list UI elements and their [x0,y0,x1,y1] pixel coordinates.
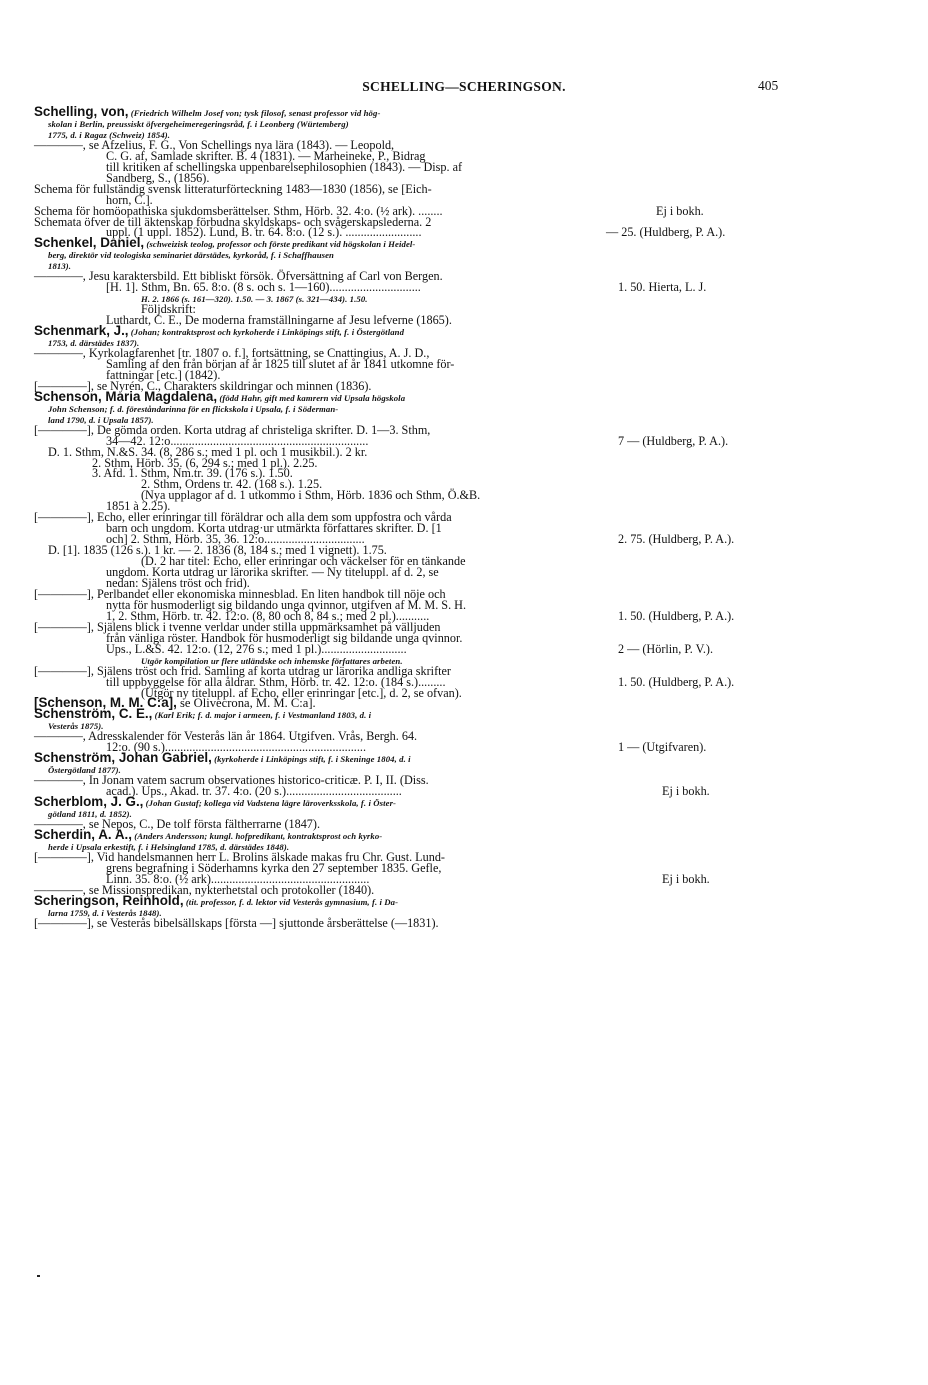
entry-text: [H. 1]. Sthm, Bn. 65. 8:o. (8 s. och s. 1—160).............................. [106,280,421,295]
price-and-publisher: 2. 75. (Huldberg, P. A.). [618,532,735,547]
entry-text: ————, Adresskalender för Vesterås län år 1864. Utgifven. Vrås, Bergh. 64. [34,729,418,744]
biographical-note: (tit. professor, f. d. lektor vid Vesterås gymnasium, f. i Da- [183,896,399,907]
price-and-publisher: 1. 50. (Huldberg, P. A.). [618,608,735,623]
entry-line [34,641,794,656]
entry-name: Schenström, Johan Gabriel, [34,750,212,766]
running-header: SCHELLING—SCHERINGSON. [362,79,566,94]
entry-text: ————, In Jonam vatem sacrum observationes historico-criticæ. P. I, II. (Diss. [34,773,429,788]
entry-name: Schenson, Maria Magdalena, [34,388,218,404]
entry-name: Scheringson, Reinhold, [34,892,184,908]
entry-text: [————], Själens blick i tvenne verldar under stilla uppmärksamhet på välljuden [34,619,441,634]
entry-line [34,282,794,293]
entry-name: Schelling, von, [34,104,129,119]
entry-text: 1851 à 2.25). [106,499,171,514]
entry-text: [————], Vid handelsmannen herr L. Brolins älskade makas fru Chr. Gust. Lund- [34,849,445,864]
entry-text: ————, se Afzelius, F. G., Von Schellings nya lära (1843). — Leopold, [34,137,395,152]
entry-text: 3. Afd. 1. Sthm, Nm.tr. 39. (176 s.). 1.50. [92,466,293,481]
entry-text: Samling af den från början af år 1825 till slutet af år 1841 utkomne för- [106,356,455,371]
biographical-note: (Friedrich Wilhelm Josef von; tysk filosof, senast professor vid hög- [128,108,381,118]
biographical-note: land 1790, d. i Upsala 1857). [48,414,154,425]
entry-text: Schema för homöopathiska sjukdomsberättelser. Sthm, Hörb. 32. 4:o. (½ ark). ........ [34,203,443,218]
entry-line [34,249,794,260]
entry-text: ————, Jesu karaktersbild. Ett bibliskt försök. Öfversättning af Carl von Bergen. [34,269,443,284]
entry-line [34,816,794,831]
entry-text: [————], Perlbandet eller ekonomiska minnesblad. En liten handbok till nöje och [34,586,446,601]
entry-text: ————, se Nepos, C., De tolf första fältherrarne (1847). [34,816,320,831]
entry-text: Ups., L.&S. 42. 12:o. (12, 276 s.; med 1 pl.)............................ [106,641,407,656]
entry-text: acad.). Ups., Akad. tr. 37. 4:o. (20 s.)...................................... [106,784,402,799]
biographical-note: götland 1811, d. 1852). [48,809,132,819]
price-and-publisher: 1 — (Utgifvaren). [618,740,707,755]
entry-text: [————], se Vesterås bibelsällskaps [första —] sjuttonde årsberättelse (—1831). [34,915,439,930]
entry-name: Scherblom, J. G., [34,794,144,810]
biographical-note: H. 2. 1866 (s. 161—320). 1.50. — 3. 1867 (s. 321—434). 1.50. [141,294,368,305]
entry-text: uppl. (1 uppl. 1852). Lund, B. tr. 64. 8:o. (12 s.). ......................... [106,225,422,240]
entry-text: 12:o. (90 s.).................................................................. [106,740,366,755]
price-and-publisher: 1. 50. (Huldberg, P. A.). [618,674,735,689]
entry-text: 2. Sthm, Hörb. 35. (6, 294 s.; med 1 pl.). 2.25. [92,455,318,470]
entry-line [34,915,794,930]
price-and-publisher: 7 — (Huldberg, P. A.). [618,433,729,448]
entry-heading-line [34,706,794,722]
entry-text: C. G. af, Samlade skrifter. B. 4 (1831). — Marheineke, P., Bidrag [106,148,426,163]
entry-text: se Olivecrona, M. M. C:a]. [176,696,316,711]
entry-name: Schenkel, Daniel, [34,235,145,251]
entry-text: 34—42. 12:o................................................................. [106,433,369,448]
entry-heading-line [34,892,794,908]
catalog-entries [34,104,794,930]
biographical-note: John Schenson; f. d. föreståndarinna för en flickskola i Upsala, f. i Söderman- [48,403,339,414]
biographical-note: (kyrkoherde i Linköpings stift, f. i Skeninge 1804, d. i [211,754,411,765]
biographical-note: herde i Upsala erkestift, f. i Helsingland 1785, d. därstädes 1848). [48,841,290,852]
biographical-note: 1813). [48,261,72,272]
entry-text: Schemata öfver de till äktenskap förbudna skyldskaps- och svågerskapslederna. 2 [34,214,432,229]
entry-text: (Utgör ny titeluppl. af Echo, eller erinringar [etc.], d. 2, se ofvan). [141,685,462,700]
entry-text: Linn. 35. 8:o. (½ ark).................................................... [106,871,370,886]
entry-text: (Nya upplagor af d. 1 utkommo i Sthm, Hörb. 1836 och Sthm, Ö.&B. [141,488,481,503]
entry-heading-line [34,826,794,842]
entry-text: ————, se Missionspredikan, nykterhetstal och protokoller (1840). [34,882,375,897]
biographical-note: Utgör kompilation ur flere utländske och inhemske författares arbeten. [141,655,403,666]
price-and-publisher: — 25. (Huldberg, P. A.). [606,225,726,240]
entry-name: Schenström, C. E., [34,706,153,722]
entry-text: [————], se Nyrén, C., Charakters skildringar och minnen (1836). [34,378,372,393]
price-and-publisher: Ej i bokh. [662,784,710,799]
entry-text: till uppbyggelse för alla åldrar. Sthm, Hörb. tr. 42. 12:o. (184 s.)......... [106,674,446,689]
entry-text: (D. 2 har titel: Echo, eller erinringar och väckelser för en tänkande [141,554,466,569]
biographical-note: (Karl Erik; f. d. major i armeen, f. i Vestmanland 1803, d. i [152,710,372,721]
entry-text: till kritiken af schellingska uppenbarelsephilosophien (1843). — Disp. af [106,159,463,174]
entry-name: Schenmark, J., [34,323,129,339]
entry-heading-line [34,388,794,404]
entry-line [34,403,794,414]
entry-line [34,118,794,129]
entry-heading-line [34,235,794,251]
price-and-publisher: 1. 50. Hierta, L. J. [618,280,707,295]
entry-text: fattningar [etc.] (1842). [106,367,221,382]
biographical-note: 1775, d. i Ragaz (Schweiz) 1854). [48,129,171,140]
ink-speck [37,1275,40,1277]
price-and-publisher: Ej i bokh. [662,871,710,886]
biographical-note: (Johan; kontraktsprost och kyrkoherde i Linköpings stift, f. i Östergötland [128,327,405,338]
entry-text: Luthardt, C. E., De moderna framställningarne af Jesu lefverne (1865). [106,313,452,328]
entry-text: och] 2. Sthm, Hörb. 35, 36. 12:o................................. [106,532,365,547]
entry-line [34,315,794,326]
entry-text: ————, Kyrkolagfarenhet [tr. 1807 o. f.], fortsättning, se Cnattingius, A. J. D., [34,345,430,360]
entry-text: 1, 2. Sthm, Hörb. tr. 42. 12:o. (8, 80 och 8, 84 s.; med 2 pl.)........... [106,608,430,623]
entry-text: 2. Sthm, Ordens tr. 42. (168 s.). 1.25. [141,477,323,492]
entry-text: nedan: Själens tröst och frid). [106,575,250,590]
entry-heading-line [34,750,794,766]
entry-text: D. 1. Sthm, N.&S. 34. (8, 286 s.; med 1 pl. och 1 musikbil.). 2 kr. [48,444,368,459]
entry-text: Schema för fullständig svensk litteraturförteckning 1483—1830 (1856), se [Eich- [34,181,432,196]
biographical-note: Vesterås 1875). [48,721,104,732]
entry-name: Scherdin, A. A., [34,826,132,842]
entry-heading-line [34,104,794,119]
price-and-publisher: 2 — (Hörlin, P. V.). [618,641,714,656]
biographical-note: 1753, d. därstädes 1837). [48,338,140,349]
entry-text: Följdskrift: [141,302,196,317]
entry-text: barn och ungdom. Korta utdrag·ur utmärkta författares skrifter. D. [1 [106,521,442,536]
page-number: 405 [758,78,779,93]
biographical-note: larna 1759, d. i Vesterås 1848). [48,907,162,918]
price-and-publisher: Ej i bokh. [656,203,704,218]
entry-text: från vänliga röster. Handbok för husmoderligt sig bildande unga qvinnor. [106,630,463,645]
entry-text: nytta för husmoderligt sig bildando unga qvinnor, utgifven af M. M. S. H. [106,597,467,612]
biographical-note: (schweizisk teolog, professor och förste predikant vid högskolan i Heidel- [144,239,416,250]
entry-text: horn, C.]. [106,192,153,207]
entry-line [34,786,794,797]
biographical-note: (född Hahr, gift med kamrern vid Upsala högskola [217,392,406,403]
biographical-note: (Johan Gustaf; kollega vid Vadstena lägre läroverksskola, f. i Öster- [143,798,397,809]
biographical-note: skolan i Berlin, preussiskt öfvergeheimeregeringsråd, f. i Leonberg (Würtemberg) [48,118,349,129]
entry-text: Sandberg, S., (1856). [106,170,210,185]
entry-text: [————], Själens tröst och frid. Samling af korta utdrag ur lärorika andliga skrifter [34,663,451,678]
entry-text: [————], Echo, eller erinringar till föräldrar och alla dem som uppfostra och vårda [34,510,452,525]
entry-line [34,227,794,238]
entry-text: grens begrafning i Söderhamns kyrka den 27 september 1835. Gefle, [106,860,442,875]
biographical-note: Östergötland 1877). [48,765,121,776]
biographical-note: berg, direktör vid teologiska seminariet därstädes, kyrkoråd, f. i Schaffhausen [48,250,334,261]
entry-heading-line [34,323,794,339]
biographical-note: (Anders Andersson; kungl. hofpredikant, kontraktsprost och kyrko- [131,830,383,841]
entry-text: D. [1]. 1835 (126 s.). 1 kr. — 2. 1836 (8, 184 s.; med 1 vignett). 1.75. [48,543,387,558]
entry-name: [Schenson, M. M. C:a], [34,695,177,711]
entry-text: [————], De gömda orden. Korta utdrag af christeliga skrifter. D. 1—3. Sthm, [34,422,431,437]
entry-text: ungdom. Korta utdrag ur lärorika skrifter. — Ny titeluppl. af d. 2, se [106,565,439,580]
entry-heading-line [34,794,794,810]
